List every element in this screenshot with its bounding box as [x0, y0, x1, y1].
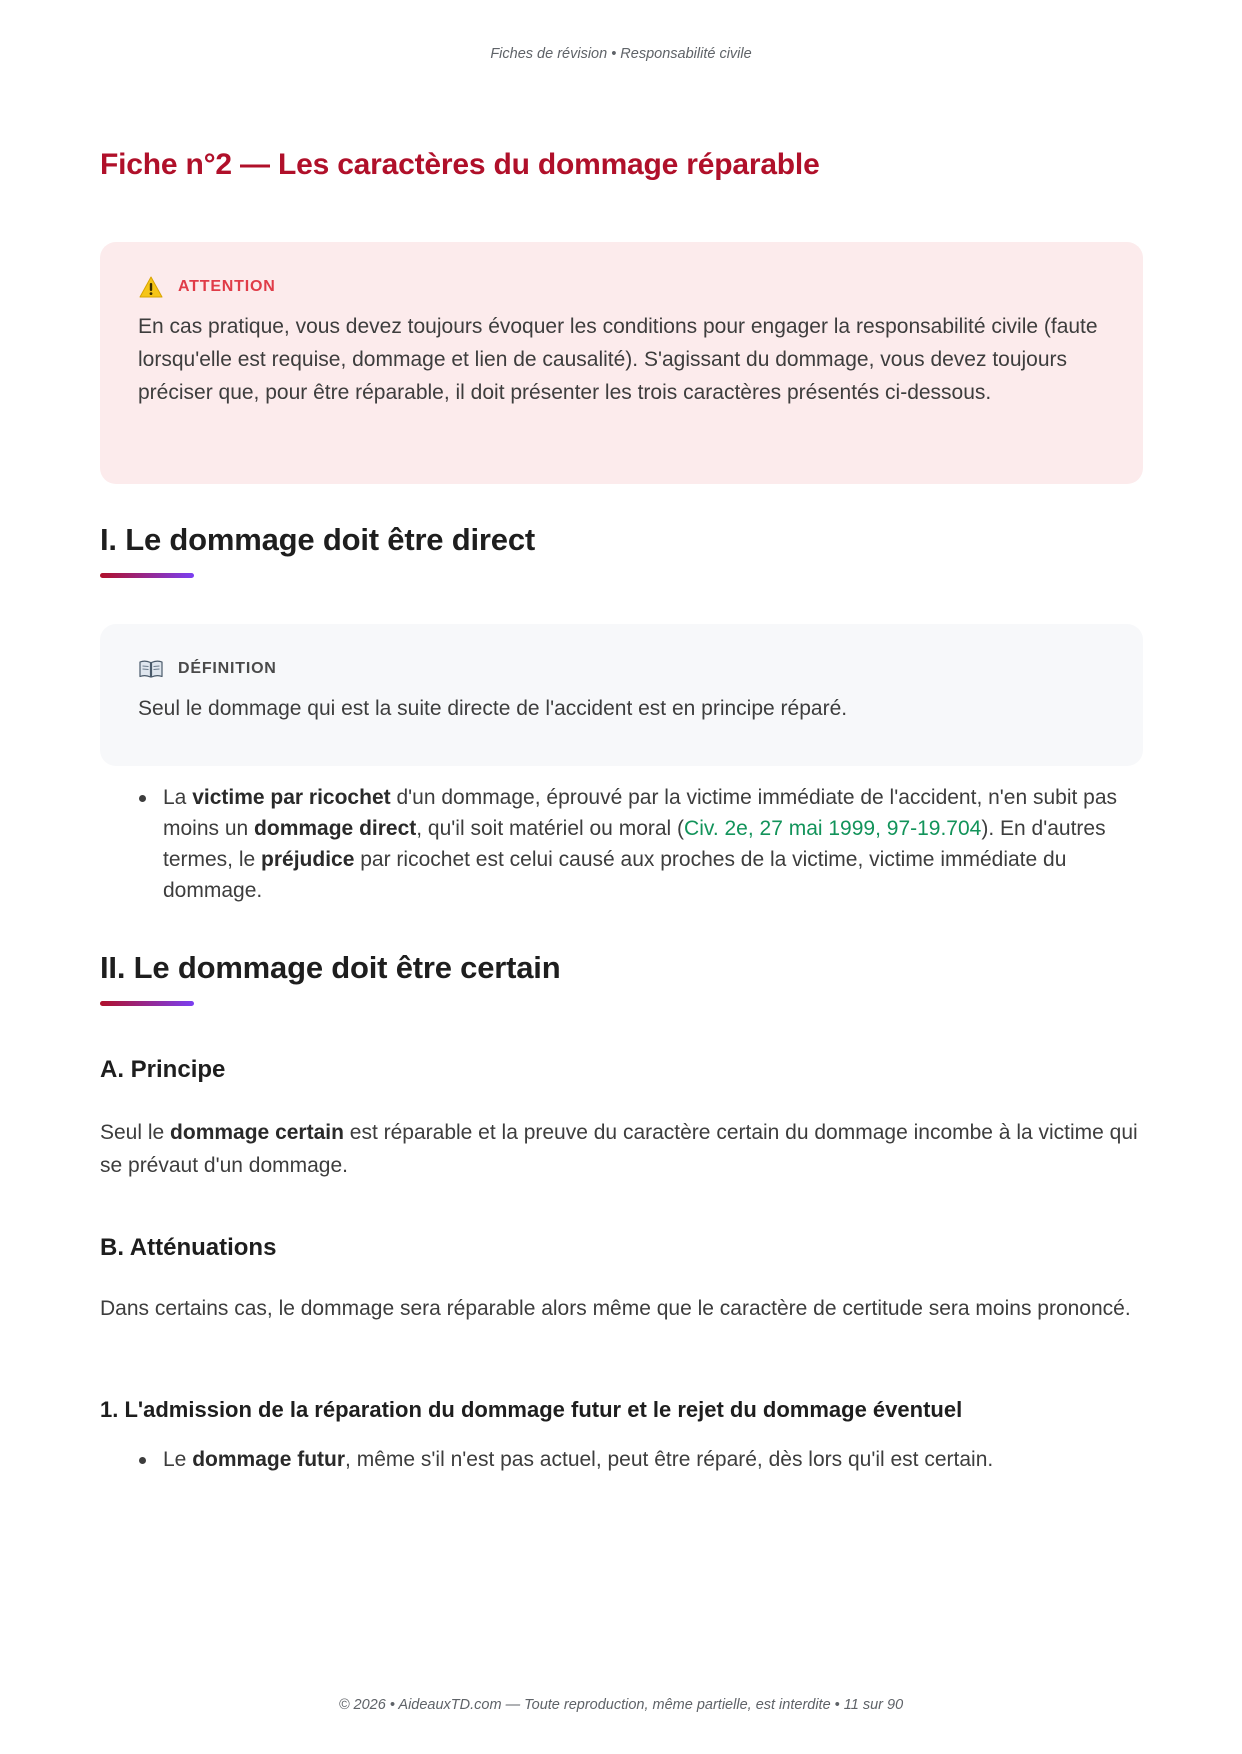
text-run: d'un dommage, éprouvé par la victime immédiate de l'accident, n'en subit pas moins un — [163, 786, 1118, 840]
text-run: , qu'il soit matériel ou moral ( — [416, 817, 685, 840]
list-item — [100, 1444, 1143, 1475]
bold-term: préjudice — [261, 848, 355, 871]
subheading-attenuations: B. Atténuations — [100, 1234, 277, 1261]
page-title: Fiche n°2 — Les caractères du dommage réparable — [100, 148, 820, 181]
running-header: Fiches de révision • Responsabilité civile — [490, 46, 752, 62]
section-heading-direct: I. Le dommage doit être direct — [100, 522, 535, 557]
heading-underline — [100, 573, 194, 578]
subheading-dommage-futur: 1. L'admission de la réparation du dommage futur et le rejet du dommage éventuel — [100, 1397, 963, 1422]
bullet-list-direct — [100, 782, 1143, 906]
text-run: La — [163, 786, 193, 809]
text-run: ). En d'autres termes, le — [163, 817, 1106, 871]
heading-underline — [100, 1001, 194, 1006]
attention-callout — [100, 242, 1143, 484]
bold-term: dommage direct — [254, 817, 417, 840]
section-heading-certain: II. Le dommage doit être certain — [100, 950, 561, 985]
text-run: Le — [163, 1448, 193, 1471]
definition-text: Seul le dommage qui est la suite directe de l'accident est en principe réparé. — [138, 697, 848, 720]
text-run: Seul le — [100, 1121, 171, 1144]
case-reference: Civ. 2e, 27 mai 1999, 97-19.704 — [684, 817, 982, 840]
definition-header — [138, 658, 1105, 680]
book-icon — [138, 660, 164, 678]
bold-term: dommage certain — [170, 1121, 344, 1144]
paragraph-attenuations: Dans certains cas, le dommage sera réparable alors même que le caractère de certitude sera moins prononcé. — [100, 1297, 1131, 1320]
definition-callout — [100, 624, 1143, 766]
text-run: par ricochet est celui causé aux proches de la victime, victime immédiate du dommage. — [163, 848, 1067, 902]
paragraph-principe — [100, 1116, 1143, 1182]
text-run: , même s'il n'est pas actuel, peut être réparé, dès lors qu'il est certain. — [345, 1448, 994, 1471]
bold-term: dommage futur — [192, 1448, 346, 1471]
attention-header — [138, 276, 1105, 298]
subheading-principe: A. Principe — [100, 1056, 226, 1083]
warning-icon — [138, 276, 164, 298]
bold-term: victime par ricochet — [192, 786, 391, 809]
attention-label: ATTENTION — [178, 278, 276, 295]
definition-label: DÉFINITION — [178, 660, 277, 677]
bullet-list-futur — [100, 1444, 1143, 1475]
attention-text: En cas pratique, vous devez toujours évoquer les conditions pour engager la responsabilité civile (faute lorsqu'elle est requise, dommage et lien de causalité). S'agissant du dommage, vous devez toujours préciser que, pour être réparable, il doit présenter les trois caractères présentés ci-dessous. — [138, 315, 1098, 404]
page-footer: © 2026 • AideauxTD.com — Toute reproduction, même partielle, est interdite • 11 sur 90 — [338, 1697, 904, 1713]
text-run: est réparable et la preuve du caractère certain du dommage incombe à la victime qui se prévaut d'un dommage. — [100, 1121, 1138, 1177]
list-item — [100, 782, 1143, 906]
